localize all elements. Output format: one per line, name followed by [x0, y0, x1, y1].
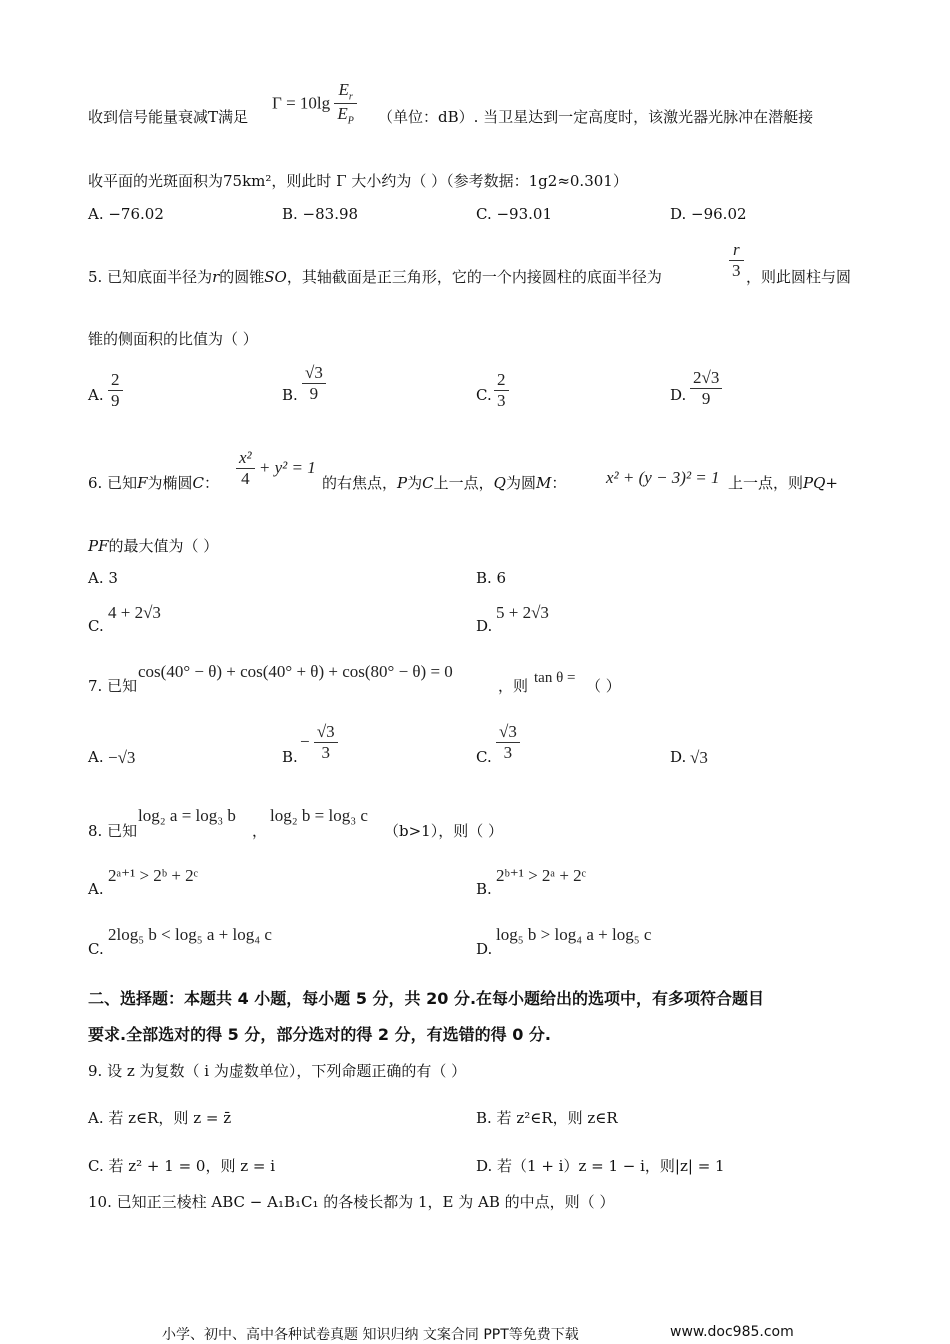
- q5-frac-den: 3: [732, 260, 741, 280]
- q7-post: （ ）: [586, 677, 621, 695]
- q5-d-num: 2√3: [690, 368, 722, 389]
- q8-option-a-label: A.: [88, 880, 104, 898]
- q5-a-num: 2: [108, 370, 123, 391]
- q8-option-b: 2ᵇ⁺¹ > 2ᵃ + 2ᶜ: [496, 866, 587, 885]
- q6-option-a: A. 3: [88, 569, 118, 587]
- q5-option-a: [108, 370, 123, 410]
- q6-option-c-label: C.: [88, 617, 104, 635]
- q6-option-b: B. 6: [476, 569, 507, 587]
- q9-option-a: A. 若 z∈R，则 z = z̄: [88, 1109, 232, 1127]
- q6-circle-equation: x² + (y − 3)² = 1: [606, 468, 720, 487]
- q4-line1-post: （单位：dB）. 当卫星达到一定高度时，该激光器光脉冲在潜艇接: [378, 108, 814, 126]
- q7-b-num: √3: [314, 722, 338, 743]
- q8-eq1: log₂ a = log₃ b: [138, 806, 236, 825]
- q7-option-a: −√3: [108, 748, 136, 767]
- q4-formula-den: E: [337, 103, 348, 123]
- q7-pre: 7. 已知: [88, 677, 138, 695]
- q6-C2: C: [422, 474, 434, 492]
- q7-option-b-label: B.: [282, 748, 298, 766]
- q6-option-d-label: D.: [476, 617, 493, 635]
- q6-F: F: [137, 474, 148, 492]
- section2-heading-line2: 要求.全部选对的得 5 分，部分选对的得 2 分，有选错的得 0 分.: [88, 1025, 551, 1044]
- q9-option-b: B. 若 z²∈R，则 z∈R: [476, 1109, 618, 1127]
- q8-option-c-label: C.: [88, 940, 104, 958]
- section2-heading-line1: 二、选择题：本题共 4 小题，每小题 5 分，共 20 分.在每小题给出的选项中，有多项符合题目: [88, 989, 765, 1008]
- q8-pre: 8. 已知: [88, 822, 138, 840]
- q6-ellipse-den: 4: [241, 468, 250, 488]
- q6-post: 上一点，则: [728, 474, 804, 492]
- q7-option-d: √3: [690, 748, 708, 767]
- q6-ellipse-rest: + y² = 1: [258, 458, 316, 478]
- q8-option-c: 2log₅ b < log₅ a + log₄ c: [108, 925, 272, 944]
- q5-line1-post: ，则此圆柱与圆: [746, 268, 852, 286]
- footer-text: 小学、初中、高中各种试卷真题 知识归纳 文案合同 PPT等免费下载: [162, 1327, 579, 1343]
- q5-c-num: 2: [494, 370, 509, 391]
- q5-r: r: [212, 268, 220, 286]
- q6-mid5: 为圆: [505, 474, 536, 492]
- q6-line2-text: 的最大值为（ ）: [108, 537, 219, 555]
- q8-condition: （b>1），则（ ）: [384, 822, 503, 840]
- q9-option-c: C. 若 z² + 1 = 0，则 z = i: [88, 1157, 276, 1175]
- q7-mid: ，则: [498, 677, 529, 695]
- q5-b-den: 9: [309, 383, 319, 403]
- q8-comma: ，: [252, 822, 268, 840]
- q7-option-b: [300, 722, 338, 762]
- q6-line1-pre: [88, 472, 219, 493]
- q6-mid2: 的右焦点，: [322, 474, 398, 492]
- q7-equation: cos(40° − θ) + cos(40° + θ) + cos(80° − θ) = 0: [138, 662, 453, 681]
- q5-a-den: 9: [111, 390, 120, 410]
- q6-C: C: [192, 474, 205, 492]
- q5-option-b-label: B.: [282, 386, 298, 404]
- q7-c-num: √3: [496, 722, 520, 743]
- q6-colon2: ：: [551, 474, 567, 492]
- q6-pq: PQ: [803, 474, 826, 492]
- q6-option-d: 5 + 2√3: [496, 603, 549, 622]
- q7-tan: tan θ =: [534, 670, 576, 686]
- q5-radius-fraction: [729, 240, 744, 280]
- q4-formula: [272, 80, 357, 127]
- q4-option-a: A. −76.02: [88, 205, 164, 223]
- q4-option-c: C. −93.01: [476, 205, 552, 223]
- q6-Q: Q: [493, 474, 506, 492]
- q6-option-c: 4 + 2√3: [108, 603, 161, 622]
- q8-option-a: 2ᵃ⁺¹ > 2ᵇ + 2ᶜ: [108, 866, 199, 885]
- q8-option-d: log₅ b > log₄ a + log₅ c: [496, 925, 652, 944]
- q5-so: SO: [264, 268, 287, 286]
- q5-option-d-label: D.: [670, 386, 687, 404]
- q7-option-a-label: A.: [88, 748, 104, 766]
- q4-formula-fraction: [334, 80, 357, 127]
- q4-line1: [88, 106, 248, 127]
- q7-b-den: 3: [321, 742, 331, 762]
- q6-mid3: 为: [407, 474, 423, 492]
- q6-mid1: 为椭圆: [147, 474, 193, 492]
- q5-mid: 的圆锥: [219, 268, 265, 286]
- q4-option-b: B. −83.98: [282, 205, 359, 223]
- q4-line1-pre: 收到信号能量衰减T满足: [88, 108, 249, 126]
- q6-colon: ：: [204, 474, 220, 492]
- q6-ellipse-num: x²: [236, 448, 255, 469]
- q6-plus: +: [825, 474, 838, 492]
- q6-line1-mid: [322, 472, 566, 493]
- q5-b-num: √3: [302, 363, 326, 384]
- q4-option-d: D. −96.02: [670, 205, 747, 223]
- footer-site-link[interactable]: www.doc985.com: [670, 1324, 794, 1340]
- q5-option-d: [690, 368, 722, 408]
- q10-stem: 10. 已知正三棱柱 ABC − A₁B₁C₁ 的各棱长都为 1，E 为 AB 的中点，则（ ）: [88, 1193, 615, 1211]
- q4-formula-lhs: Γ = 10lg: [272, 93, 331, 113]
- q6-pre: 6. 已知: [88, 474, 138, 492]
- q6-line2: [88, 535, 218, 556]
- q6-P: P: [397, 474, 408, 492]
- q5-line1: [88, 266, 662, 287]
- q9-option-d: D. 若（1 + i）z = 1 − i，则|z| = 1: [476, 1157, 725, 1175]
- q9-stem: 9. 设 z 为复数（ i 为虚数单位），下列命题正确的有（ ）: [88, 1062, 467, 1080]
- q6-M: M: [535, 474, 552, 492]
- q5-option-b: [302, 363, 326, 403]
- q8-eq2: log₂ b = log₃ c: [270, 806, 368, 825]
- q4-line2: 收平面的光斑面积为75km²，则此时 Γ 大小约为（ ）（参考数据：1g2≈0.301）: [88, 172, 628, 190]
- q6-line1-post: [728, 472, 838, 493]
- q5-c-den: 3: [497, 390, 506, 410]
- q5-d-den: 9: [701, 388, 711, 408]
- q5-option-a-label: A.: [88, 386, 104, 404]
- q7-option-c-label: C.: [476, 748, 492, 766]
- q6-mid4: 上一点，: [433, 474, 494, 492]
- q5-frac-num: r: [729, 240, 744, 261]
- q6-pf: PF: [88, 537, 109, 555]
- q4-formula-num: E: [338, 80, 349, 99]
- q4-formula-num-sub: r: [348, 91, 353, 103]
- q5-line2: 锥的侧面积的比值为（ ）: [88, 330, 258, 348]
- q5-option-c: [494, 370, 509, 410]
- q8-option-b-label: B.: [476, 880, 492, 898]
- q7-option-d-label: D.: [670, 748, 687, 766]
- q7-option-c: [496, 722, 520, 762]
- q7-b-sign: −: [300, 732, 310, 752]
- q5-pre: 5. 已知底面半径为: [88, 268, 213, 286]
- q5-option-c-label: C.: [476, 386, 492, 404]
- q5-mid2: ，其轴截面是正三角形，它的一个内接圆柱的底面半径为: [286, 268, 662, 286]
- q6-ellipse-equation: [236, 448, 316, 488]
- q7-c-den: 3: [503, 742, 513, 762]
- q8-option-d-label: D.: [476, 940, 493, 958]
- q4-formula-den-sub: P: [347, 115, 354, 127]
